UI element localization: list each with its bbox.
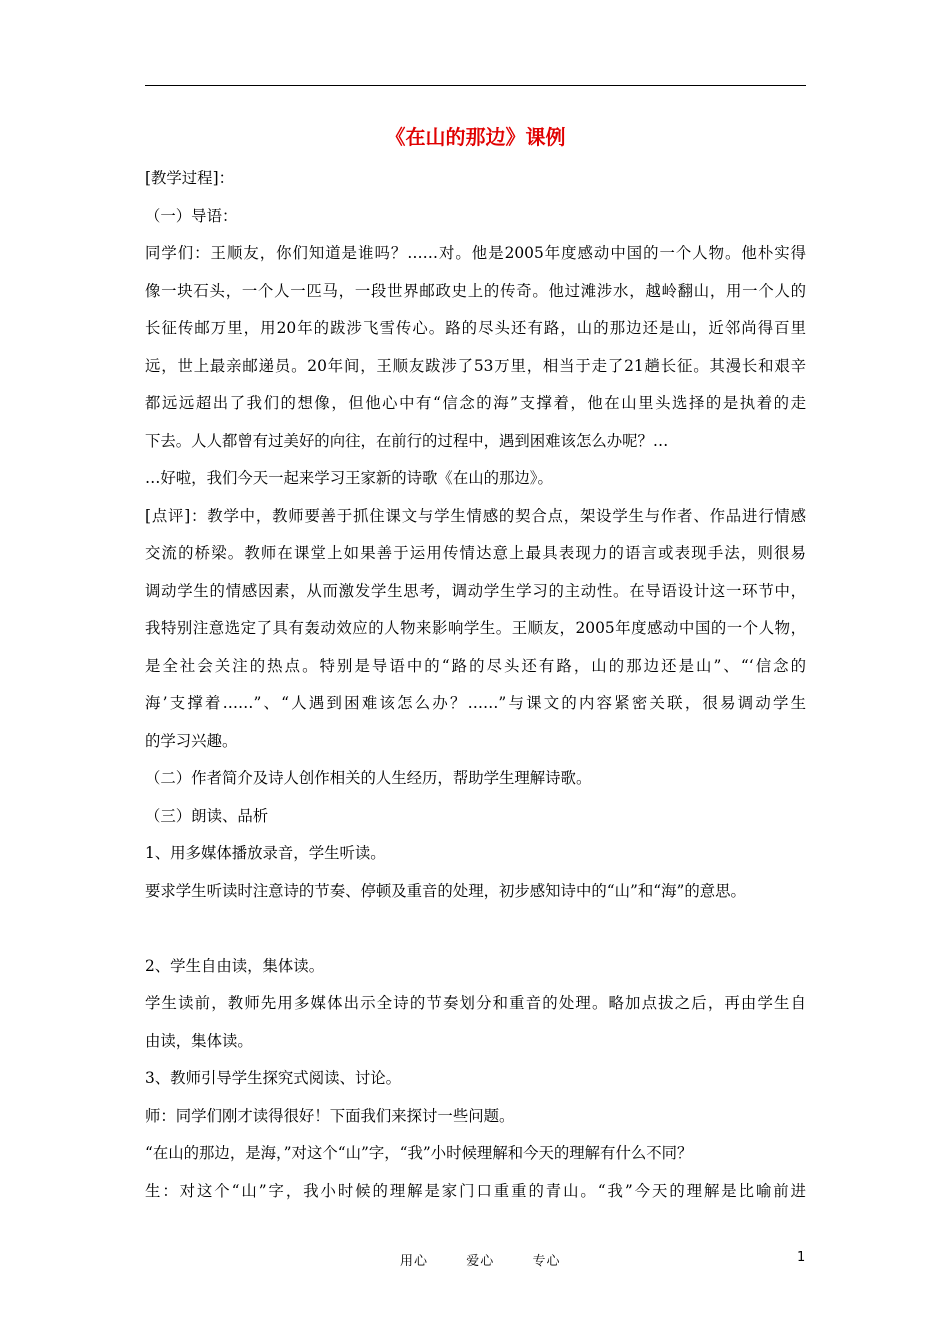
text-line: 同学们：王顺友，你们知道是谁吗？……对。他是2005年度感动中国的一个人物。他朴实得 bbox=[145, 244, 806, 262]
text-line: [点评]：教学中，教师要善于抓住课文与学生情感的契合点，架设学生与作者、作品进行情感 bbox=[145, 506, 806, 525]
text-line: 我特别注意选定了具有轰动效应的人物来影响学生。王顺友，2005年度感动中国的一个人物， bbox=[145, 619, 806, 637]
header-rule bbox=[145, 85, 806, 86]
page-footer bbox=[0, 1250, 950, 1270]
text-line: “在山的那边，是海，”对这个“山”字，“我”小时候理解和今天的理解有什么不同？ bbox=[145, 1144, 693, 1162]
document-body bbox=[145, 160, 806, 1210]
text-line: [教学过程]： bbox=[145, 169, 234, 187]
page-number: 1 bbox=[797, 1250, 806, 1265]
text-line: …好啦，我们今天一起来学习王家新的诗歌《在山的那边》。 bbox=[145, 469, 553, 487]
text-line: 师：同学们刚才读得很好！下面我们来探讨一些问题。 bbox=[145, 1106, 515, 1125]
text-line: 由读，集体读。 bbox=[145, 1031, 253, 1050]
text-line: 的学习兴趣。 bbox=[145, 731, 238, 750]
document-title: 《在山的那边》课例 bbox=[385, 125, 566, 149]
text-line: （一）导语： bbox=[145, 206, 238, 225]
text-line: 3、教师引导学生探究式阅读、讨论。 bbox=[145, 1069, 402, 1087]
text-line: 海’支撑着……”、“人遇到困难该怎么办？……”与课文的内容紧密关联，很易调动学生 bbox=[145, 694, 806, 712]
text-line: 生：对这个“山”字，我小时候的理解是家门口重重的青山。“我”今天的理解是比喻前进 bbox=[145, 1181, 806, 1200]
text-line: 1、用多媒体播放录音，学生听读。 bbox=[145, 844, 386, 862]
text-line: 下去。人人都曾有过美好的向往，在前行的过程中，遇到困难该怎么办呢？… bbox=[145, 431, 669, 450]
text-line: 交流的桥梁。教师在课堂上如果善于运用传情达意上最具表现力的语言或表现手法，则很易 bbox=[145, 544, 806, 562]
text-line: 学生读前，教师先用多媒体出示全诗的节奏划分和重音的处理。略加点拔之后，再由学生自 bbox=[145, 994, 806, 1012]
footer-motto: 用心 爱心 专心 bbox=[400, 1254, 561, 1269]
text-line: 都远远超出了我们的想像，但他心中有“信念的海”支撑着，他在山里头选择的是执着的走 bbox=[145, 394, 806, 412]
text-line: 长征传邮万里，用20年的跋涉飞雪传心。路的尽头还有路，山的那边还是山，近邻尚得百里 bbox=[145, 319, 806, 337]
text-line: 要求学生听读时注意诗的节奏、停顿及重音的处理，初步感知诗中的“山”和“海”的意思。 bbox=[145, 881, 746, 900]
blank-line bbox=[145, 910, 806, 948]
text-line: 远，世上最亲邮递员。20年间，王顺友跋涉了53万里，相当于走了21趟长征。其漫长和艰辛 bbox=[145, 356, 806, 375]
text-line: 像一块石头，一个人一匹马，一段世界邮政史上的传奇。他过滩涉水，越岭翻山，用一个人的 bbox=[145, 281, 806, 300]
text-line: 调动学生的情感因素，从而激发学生思考，调动学生学习的主动性。在导语设计这一环节中， bbox=[145, 581, 806, 600]
text-line: 是全社会关注的热点。特别是导语中的“路的尽头还有路，山的那边还是山”、“‘信念的 bbox=[145, 656, 806, 675]
text-line: 2、学生自由读，集体读。 bbox=[145, 956, 325, 975]
text-line: （二）作者简介及诗人创作相关的人生经历，帮助学生理解诗歌。 bbox=[145, 769, 592, 787]
text-line: （三）朗读、品析 bbox=[145, 806, 269, 825]
